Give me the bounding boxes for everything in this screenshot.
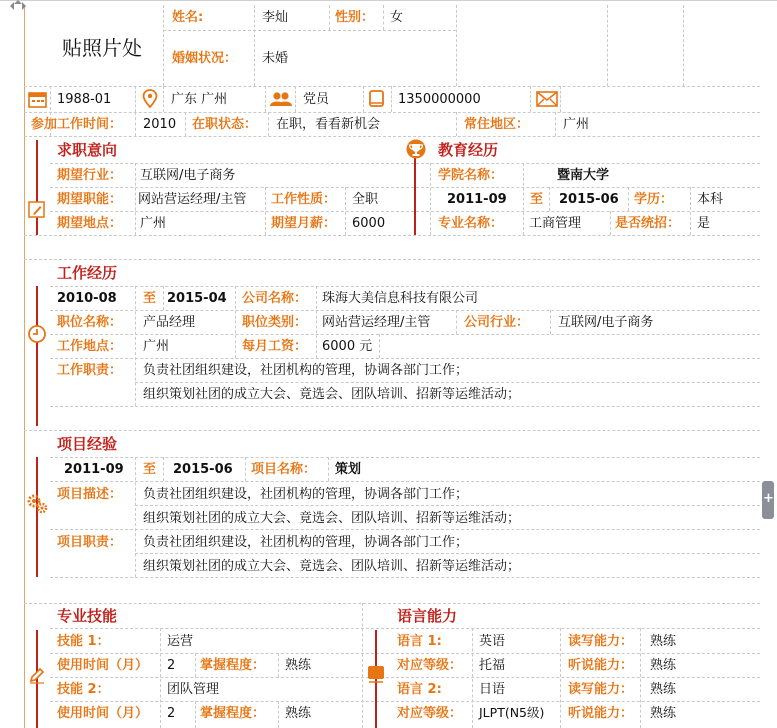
grid-line	[362, 603, 363, 728]
birth-value[interactable]: 1988-01	[57, 92, 112, 107]
project-duty-line-2[interactable]: 组织策划社团的成立大会、竟选会、团队培训、招新等运维活动；	[143, 559, 521, 574]
grid-line	[379, 334, 380, 358]
grid-line	[24, 259, 760, 260]
grid-line	[254, 5, 255, 86]
time1-value[interactable]: 2	[167, 658, 176, 673]
work-start-value[interactable]: 2010	[143, 117, 177, 132]
grid-line	[50, 701, 760, 702]
grid-line	[383, 5, 384, 30]
residence-value[interactable]: 广州	[563, 117, 590, 132]
timeline-bar	[36, 140, 38, 235]
grid-line	[135, 163, 136, 235]
grid-line	[683, 5, 684, 86]
school-value[interactable]: 暨南大学	[557, 168, 610, 183]
time2-value[interactable]: 2	[167, 706, 176, 721]
grid-line	[50, 653, 760, 654]
grid-line	[610, 211, 611, 235]
grid-line	[607, 5, 608, 86]
grid-line	[329, 5, 330, 30]
grid-line	[195, 653, 196, 677]
grid-line	[628, 187, 629, 211]
grid-line	[50, 481, 760, 482]
project-desc-line-1[interactable]: 负责社团组织建设，社团机构的管理，协调各部门工作；	[143, 487, 469, 502]
status-value[interactable]: 在职，看看新机会	[276, 117, 381, 132]
grid-line	[135, 86, 136, 112]
project-desc-label: 项目描述：	[57, 487, 123, 502]
grid-line	[50, 334, 760, 335]
name-value[interactable]: 李灿	[262, 10, 289, 25]
work-to: 至	[143, 291, 157, 306]
grid-line	[278, 653, 279, 677]
job-label: 职位名称：	[57, 315, 123, 330]
duty-line-2[interactable]: 组织策划社团的成立大会、竟选会、团队培训、招新等运维活动；	[143, 387, 521, 402]
grid-line	[690, 187, 691, 235]
lang2-label: 语言 2:	[397, 682, 442, 697]
mastery2-label: 掌握程度：	[200, 706, 266, 721]
grid-line	[24, 430, 760, 431]
pay-label: 每月工资：	[242, 339, 308, 354]
calendar-icon	[28, 90, 48, 108]
skill2-value[interactable]: 团队管理	[167, 682, 220, 697]
residence-label: 常住地区：	[464, 117, 530, 132]
expand-icon: +	[763, 491, 774, 506]
salary-label: 期望月薪：	[271, 216, 337, 231]
rw2-value[interactable]: 熟练	[650, 682, 677, 697]
grid-line	[50, 628, 760, 629]
nature-value[interactable]: 全职	[352, 192, 379, 207]
grid-line	[135, 553, 760, 554]
company-industry-value[interactable]: 互联网/电子商务	[558, 315, 654, 330]
major-value[interactable]: 工商管理	[529, 216, 582, 231]
degree-value[interactable]: 本科	[697, 192, 724, 207]
grid-line	[135, 457, 136, 577]
category-label: 职位类别：	[242, 315, 308, 330]
project-start[interactable]: 2011-09	[64, 462, 124, 477]
unified-value[interactable]: 是	[697, 216, 711, 231]
grid-line	[391, 86, 392, 112]
grid-line	[523, 163, 524, 235]
phone-icon	[368, 90, 386, 108]
grid-line	[50, 677, 760, 678]
grid-line	[195, 701, 196, 728]
skill1-label: 技能 1：	[57, 634, 110, 649]
grid-line	[50, 358, 760, 359]
position-label: 期望职能：	[57, 192, 123, 207]
grid-line	[24, 235, 760, 236]
gender-label: 性别：	[335, 10, 375, 25]
move-handle-icon[interactable]	[8, 0, 28, 12]
mail-icon	[536, 91, 558, 107]
grid-line	[24, 603, 760, 604]
company-industry-label: 公司行业：	[464, 315, 530, 330]
grid-line	[456, 112, 457, 136]
grid-line	[50, 211, 760, 212]
grid-line	[163, 457, 164, 481]
location-value[interactable]: 广东 广州	[171, 92, 228, 107]
name-label: 姓名:	[172, 10, 204, 25]
grid-line	[50, 310, 760, 311]
lang1-label: 语言 1:	[397, 634, 442, 649]
edu-end[interactable]: 2015-06	[559, 192, 619, 207]
work-end[interactable]: 2015-04	[167, 291, 227, 306]
grid-line	[135, 382, 760, 383]
time1-label: 使用时间（月）	[57, 658, 149, 673]
ls2-label: 听说能力：	[568, 706, 634, 721]
edu-to: 至	[530, 192, 544, 207]
gender-value[interactable]: 女	[390, 10, 404, 25]
grid-line	[268, 112, 269, 136]
grid-line	[50, 529, 760, 530]
project-duty-line-1[interactable]: 负责社团组织建设，社团机构的管理，协调各部门工作；	[143, 535, 469, 550]
clock-icon	[27, 324, 47, 344]
work-start-label: 参加工作时间：	[31, 117, 123, 132]
grid-line	[50, 457, 760, 458]
industry-label: 期望行业：	[57, 168, 123, 183]
skills-heading: 专业技能	[57, 607, 118, 625]
grid-line	[278, 701, 279, 728]
pencil-icon	[28, 666, 46, 684]
unified-label: 是否统招：	[615, 216, 681, 231]
grid-line	[160, 628, 161, 728]
grid-line	[456, 5, 457, 86]
location-icon	[142, 89, 158, 109]
salary-value[interactable]: 6000	[352, 216, 386, 231]
project-name-label: 项目名称：	[251, 462, 317, 477]
place-label: 期望地点：	[57, 216, 123, 231]
marital-label: 婚姻状况：	[172, 51, 238, 66]
timeline-bar	[36, 457, 38, 577]
grid-line	[50, 187, 760, 188]
edu-start[interactable]: 2011-09	[447, 192, 507, 207]
pen-icon	[28, 201, 46, 219]
grid-line	[550, 310, 551, 334]
mastery1-label: 掌握程度：	[200, 658, 266, 673]
grade1-value[interactable]: 托福	[479, 658, 506, 673]
grade1-label: 对应等级：	[397, 658, 463, 673]
grid-line	[549, 187, 550, 211]
work-place-label: 工作地点：	[57, 339, 123, 354]
project-to: 至	[143, 462, 157, 477]
grid-line	[163, 5, 164, 86]
education-heading: 教育经历	[438, 141, 499, 159]
grid-line	[135, 286, 136, 406]
place-value[interactable]: 广州	[140, 216, 167, 231]
gears-icon	[27, 494, 49, 514]
time2-label: 使用时间（月）	[57, 706, 149, 721]
grid-line	[135, 505, 760, 506]
grid-line	[472, 628, 473, 728]
flag-icon	[366, 664, 386, 690]
duty-label: 工作职责：	[57, 363, 123, 378]
ls2-value[interactable]: 熟练	[650, 706, 677, 721]
grid-line	[640, 628, 641, 728]
major-label: 专业名称：	[438, 216, 504, 231]
page-top-border	[0, 0, 777, 1]
politics-value[interactable]: 党员	[303, 92, 330, 107]
grid-line	[135, 112, 136, 136]
grid-line	[265, 86, 266, 112]
languages-heading: 语言能力	[397, 607, 458, 625]
pay-value[interactable]: 6000 元	[322, 339, 373, 354]
industry-value[interactable]: 互联网/电子商务	[140, 168, 236, 183]
grid-line	[345, 187, 346, 235]
grid-line	[456, 310, 457, 334]
position-value[interactable]: 网站营运经理/主管	[138, 192, 247, 207]
grid-line	[295, 86, 296, 112]
lang1-value[interactable]: 英语	[479, 634, 506, 649]
grid-line	[265, 187, 266, 235]
mastery2-value[interactable]: 熟练	[285, 706, 312, 721]
marital-value[interactable]: 未婚	[262, 51, 289, 66]
grid-line	[235, 286, 236, 358]
rw1-label: 读写能力：	[568, 634, 634, 649]
project-heading: 项目经验	[57, 435, 118, 453]
project-end[interactable]: 2015-06	[173, 462, 233, 477]
grid-line	[560, 86, 561, 112]
status-label: 在职状态：	[192, 117, 258, 132]
photo-placeholder[interactable]: 贴照片处	[62, 36, 142, 60]
grade2-label: 对应等级：	[397, 706, 463, 721]
category-value[interactable]: 网站营运经理/主管	[322, 315, 431, 330]
grid-line	[560, 628, 561, 728]
grid-line	[328, 457, 329, 481]
grid-line	[530, 86, 531, 112]
job-value[interactable]: 产品经理	[143, 315, 196, 330]
ls1-value[interactable]: 熟练	[650, 658, 677, 673]
timeline-bar	[36, 286, 38, 426]
ls1-label: 听说能力：	[568, 658, 634, 673]
company-value[interactable]: 珠海大美信息科技有限公司	[322, 291, 479, 306]
people-icon	[270, 91, 292, 107]
project-desc-line-2[interactable]: 组织策划社团的成立大会、竟选会、团队培训、招新等运维活动；	[143, 511, 521, 526]
grid-line	[555, 112, 556, 136]
work-place-value[interactable]: 广州	[143, 339, 170, 354]
grade2-value[interactable]: JLPT(N5级)	[479, 705, 545, 720]
expand-handle[interactable]	[762, 481, 774, 519]
grid-line	[24, 136, 760, 137]
grid-line	[50, 577, 760, 578]
grid-line	[50, 406, 760, 407]
grid-line	[50, 163, 760, 164]
skill2-label: 技能 2：	[57, 682, 110, 697]
duty-line-1[interactable]: 负责社团组织建设，社团机构的管理，协调各部门工作；	[143, 363, 469, 378]
work-start[interactable]: 2010-08	[57, 291, 117, 306]
grid-line	[430, 163, 431, 235]
project-name-value[interactable]: 策划	[335, 462, 362, 477]
intent-heading: 求职意向	[57, 141, 118, 159]
project-duty-label: 项目职责：	[57, 535, 123, 550]
grid-line	[185, 112, 186, 136]
grid-line	[50, 286, 760, 287]
mastery1-value[interactable]: 熟练	[285, 658, 312, 673]
school-label: 学院名称：	[438, 168, 504, 183]
grid-line	[245, 457, 246, 481]
trophy-icon	[404, 139, 428, 159]
grid-line	[363, 86, 364, 112]
work-heading: 工作经历	[57, 264, 118, 282]
skill1-value[interactable]: 运营	[167, 634, 194, 649]
grid-line	[316, 286, 317, 358]
phone-value[interactable]: 1350000000	[398, 92, 481, 107]
grid-line	[163, 286, 164, 310]
lang2-value[interactable]: 日语	[479, 682, 506, 697]
grid-line	[163, 86, 164, 112]
rw1-value[interactable]: 熟练	[650, 634, 677, 649]
company-label: 公司名称：	[242, 291, 308, 306]
rw2-label: 读写能力：	[568, 682, 634, 697]
nature-label: 工作性质：	[271, 192, 337, 207]
grid-line	[163, 30, 456, 31]
degree-label: 学历：	[634, 192, 674, 207]
